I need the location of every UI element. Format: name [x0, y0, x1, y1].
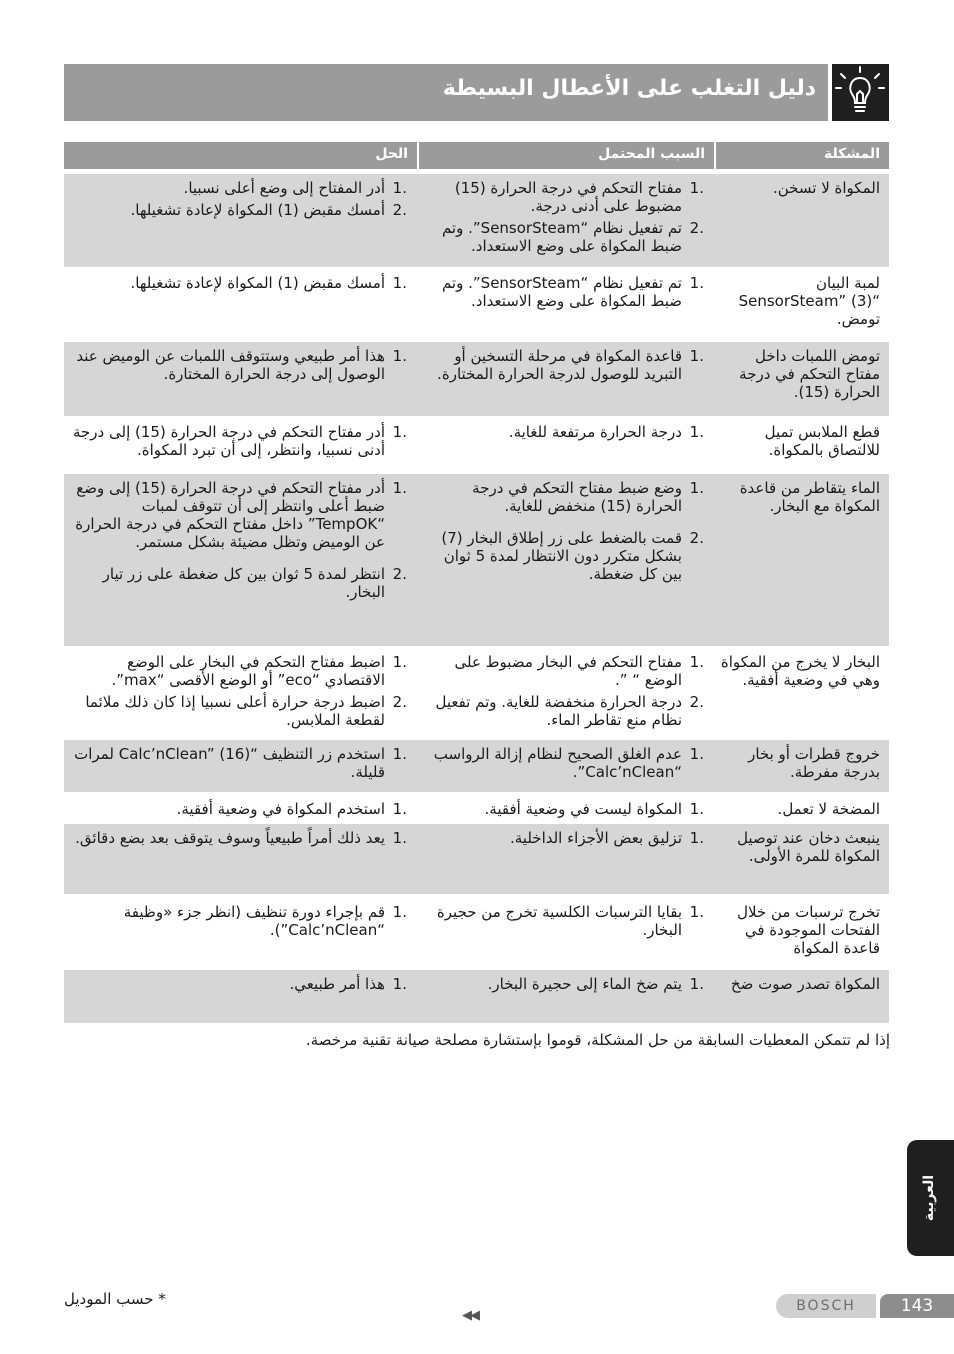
double-chevron-left-icon: ◀◀: [462, 1308, 478, 1323]
item-text: قم بإجراء دورة تنظيف (انظر جزء «وظيفة “Calc’nClean”).: [123, 903, 385, 939]
item-number: .2: [392, 201, 407, 219]
item-number: .1: [392, 903, 407, 921]
problem-cell: المكواة تصدر صوت ضخ: [730, 975, 880, 993]
list-item: [72, 903, 407, 939]
solution-cell: [64, 898, 417, 967]
solution-cell: [64, 795, 417, 821]
column-header-problem: المشكلة: [716, 142, 889, 169]
list-item: [425, 219, 704, 255]
list-item: [72, 653, 407, 689]
item-text: أدر المفتاح إلى وضع أعلى نسبيا.: [183, 179, 385, 197]
item-number: .1: [392, 800, 407, 818]
item-number: .1: [392, 179, 407, 197]
cause-cell: [419, 740, 714, 792]
item-number: .2: [392, 693, 407, 711]
lightbulb-icon: [832, 64, 889, 121]
list-item: [425, 347, 704, 383]
item-number: .1: [392, 975, 407, 993]
item-text: عدم الغلق الصحيح لنظام إزالة الرواسب “Calc’nClean”.: [433, 745, 682, 781]
table-row: [64, 418, 889, 471]
problem-cell: لمبة البيان “SensorSteam” (3) تومض.: [738, 274, 880, 328]
item-number: .1: [689, 423, 704, 441]
cause-cell: [419, 418, 714, 471]
table-row: [64, 824, 889, 894]
item-text: وضع ضبط مفتاح التحكم في درجة الحرارة (15) منخفض للغاية.: [472, 479, 682, 515]
item-number: .1: [689, 274, 704, 292]
list-item: [72, 479, 407, 551]
problem-cell: المكواة لا تسخن.: [773, 179, 880, 197]
list-item: [72, 975, 407, 993]
table-row: [64, 269, 889, 339]
table-row: [64, 898, 889, 967]
item-number: .1: [689, 347, 704, 365]
problem-cell: تومض اللمبات داخل مفتاح التحكم في درجة الحرارة (15).: [739, 347, 880, 401]
item-text: تزليق بعض الأجزاء الداخلية.: [510, 829, 682, 847]
item-number: .1: [689, 903, 704, 921]
table-row: [64, 174, 889, 267]
item-text: أدر مفتاح التحكم في درجة الحرارة (15) إلى وضع ضبط أعلى وانتظر إلى أن تتوقف لمبات “TempOK” داخل مفتاح التحكم في درجة الحرارة عن الوميض وتظل مضيئة بشكل مستمر.: [75, 479, 385, 551]
cause-cell: [419, 474, 714, 646]
item-number: .1: [689, 745, 704, 763]
model-footnote: * حسب الموديل: [64, 1290, 166, 1308]
list-item: [425, 423, 704, 441]
table-row: [64, 342, 889, 416]
item-text: اضبط مفتاح التحكم في البخار على الوضع الاقتصادي “eco” أو الوضع الأقصى “max”.: [111, 653, 385, 689]
solution-cell: [64, 418, 417, 471]
solution-cell: [64, 174, 417, 267]
table-row: [64, 648, 889, 737]
item-number: .1: [392, 423, 407, 441]
brand-label: BOSCH: [776, 1294, 876, 1318]
item-number: .1: [392, 479, 407, 497]
item-number: .1: [392, 347, 407, 365]
problem-cell: المضخة لا تعمل.: [777, 800, 880, 818]
problem-cell: ينبعث دخان عند توصيل المكواة للمرة الأولى.: [737, 829, 880, 865]
item-text: يعد ذلك أمراً طبيعياً وسوف يتوقف بعد بضع دقائق.: [75, 829, 385, 847]
list-item: [425, 745, 704, 781]
item-number: .1: [392, 653, 407, 671]
list-item: [72, 179, 407, 197]
item-text: درجة الحرارة منخفضة للغاية. وتم تفعيل نظام منع تقاطر الماء.: [435, 693, 682, 729]
solution-cell: [64, 342, 417, 416]
item-number: .1: [689, 479, 704, 497]
item-text: المكواة ليست في وضعية أفقية.: [484, 800, 682, 818]
table-row: [64, 795, 889, 821]
item-number: .1: [689, 800, 704, 818]
solution-cell: [64, 740, 417, 792]
problem-cell: خروج قطرات أو بخار بدرجة مفرطة.: [748, 745, 880, 781]
list-item: [72, 565, 407, 601]
list-item: [72, 745, 407, 781]
list-item: [425, 179, 704, 215]
cause-cell: [419, 824, 714, 894]
list-item: [72, 693, 407, 729]
cause-cell: [419, 795, 714, 821]
item-text: بقايا الترسبات الكلسية تخرج من حجيرة البخار.: [436, 903, 682, 939]
item-number: .1: [689, 975, 704, 993]
item-text: استخدم زر التنظيف “Calc’nClean” (16) لمرات قليلة.: [74, 745, 385, 781]
page-title: دليل التغلب على الأعطال البسيطة: [442, 76, 816, 101]
solution-cell: [64, 648, 417, 737]
list-item: [72, 274, 407, 292]
item-text: تم تفعيل نظام “SensorSteam”. وتم ضبط المكواة على وضع الاستعداد.: [441, 219, 682, 255]
item-text: هذا أمر طبيعي.: [289, 975, 385, 993]
list-item: [425, 479, 704, 515]
list-item: [425, 903, 704, 939]
item-text: استخدم المكواة في وضعية أفقية.: [176, 800, 385, 818]
item-number: .1: [392, 274, 407, 292]
column-header-solution: الحل: [64, 142, 417, 169]
list-item: [425, 975, 704, 993]
page-number: 143: [880, 1294, 954, 1318]
item-number: .1: [392, 745, 407, 763]
solution-cell: [64, 824, 417, 894]
list-item: [425, 653, 704, 689]
solution-cell: [64, 474, 417, 646]
list-item: [72, 800, 407, 818]
tip-box: [832, 64, 889, 121]
list-item: [72, 829, 407, 847]
item-text: انتظر لمدة 5 ثوان بين كل ضغطة على زر تيار البخار.: [102, 565, 385, 601]
item-text: أدر مفتاح التحكم في درجة الحرارة (15) إلى درجة أدنى نسبيا، وانتظر، إلى أن تبرد المكواة.: [72, 423, 385, 459]
item-text: درجة الحرارة مرتفعة للغاية.: [508, 423, 682, 441]
item-number: .1: [689, 829, 704, 847]
item-text: قاعدة المكواة في مرحلة التسخين أو التبريد للوصول لدرجة الحرارة المختارة.: [437, 347, 682, 383]
list-item: [425, 829, 704, 847]
cause-cell: [419, 898, 714, 967]
item-number: .2: [689, 529, 704, 547]
list-item: [72, 201, 407, 219]
table-row: [64, 474, 889, 646]
language-tab: [907, 1140, 954, 1256]
solution-cell: [64, 269, 417, 339]
list-item: [425, 529, 704, 583]
header-bar: [64, 64, 828, 121]
list-item: [425, 693, 704, 729]
table-row: [64, 740, 889, 792]
problem-cell: تخرج ترسبات من خلال الفتحات الموجودة في قاعدة المكواة: [737, 903, 880, 957]
table-header: [64, 142, 889, 169]
item-text: تم تفعيل نظام “SensorSteam”. وتم ضبط المكواة على وضع الاستعداد.: [441, 274, 682, 310]
item-text: أمسك مقبض (1) المكواة لإعادة تشغيلها.: [130, 274, 385, 292]
item-text: مفتاح التحكم في البخار مضبوط على الوضع “ ”.: [454, 653, 682, 689]
item-number: .2: [392, 565, 407, 583]
problem-cell: البخار لا يخرج من المكواة وهي في وضعية أفقية.: [720, 653, 880, 689]
item-number: .1: [689, 179, 704, 197]
item-text: يتم ضخ الماء إلى حجيرة البخار.: [487, 975, 682, 993]
column-header-cause: السبب المحتمل: [419, 142, 714, 169]
item-text: اضبط درجة حرارة أعلى نسبيا إذا كان ذلك ملائما لقطعة الملابس.: [85, 693, 385, 729]
item-text: قمت بالضغط على زر إطلاق البخار (7) بشكل متكرر دون الانتظار لمدة 5 ثوان بين كل ضغطة.: [441, 529, 682, 583]
language-label: العربية: [921, 1174, 937, 1222]
item-number: .2: [689, 693, 704, 711]
cause-cell: [419, 342, 714, 416]
item-text: أمسك مقبض (1) المكواة لإعادة تشغيلها.: [130, 201, 385, 219]
cause-cell: [419, 648, 714, 737]
item-number: .1: [689, 653, 704, 671]
problem-cell: الماء يتقاطر من قاعدة المكواة مع البخار.: [739, 479, 880, 515]
list-item: [425, 274, 704, 310]
item-number: .1: [392, 829, 407, 847]
cause-cell: [419, 970, 714, 1023]
item-text: مفتاح التحكم في درجة الحرارة (15) مضبوط على أدنى درجة.: [454, 179, 682, 215]
item-text: هذا أمر طبيعي وستتوقف اللمبات عن الوميض عند الوصول إلى درجة الحرارة المختارة.: [76, 347, 385, 383]
table-row: [64, 970, 889, 1023]
list-item: [72, 347, 407, 383]
cause-cell: [419, 269, 714, 339]
problem-cell: قطع الملابس تميل للالتصاق بالمكواة.: [764, 423, 880, 459]
item-number: .2: [689, 219, 704, 237]
footnote: إذا لم تتمكن المعطيات السابقة من حل المشكلة، قوموا بإستشارة مصلحة صيانة تقنية مرخصة.: [305, 1031, 890, 1049]
solution-cell: [64, 970, 417, 1023]
list-item: [425, 800, 704, 818]
list-item: [72, 423, 407, 459]
cause-cell: [419, 174, 714, 267]
